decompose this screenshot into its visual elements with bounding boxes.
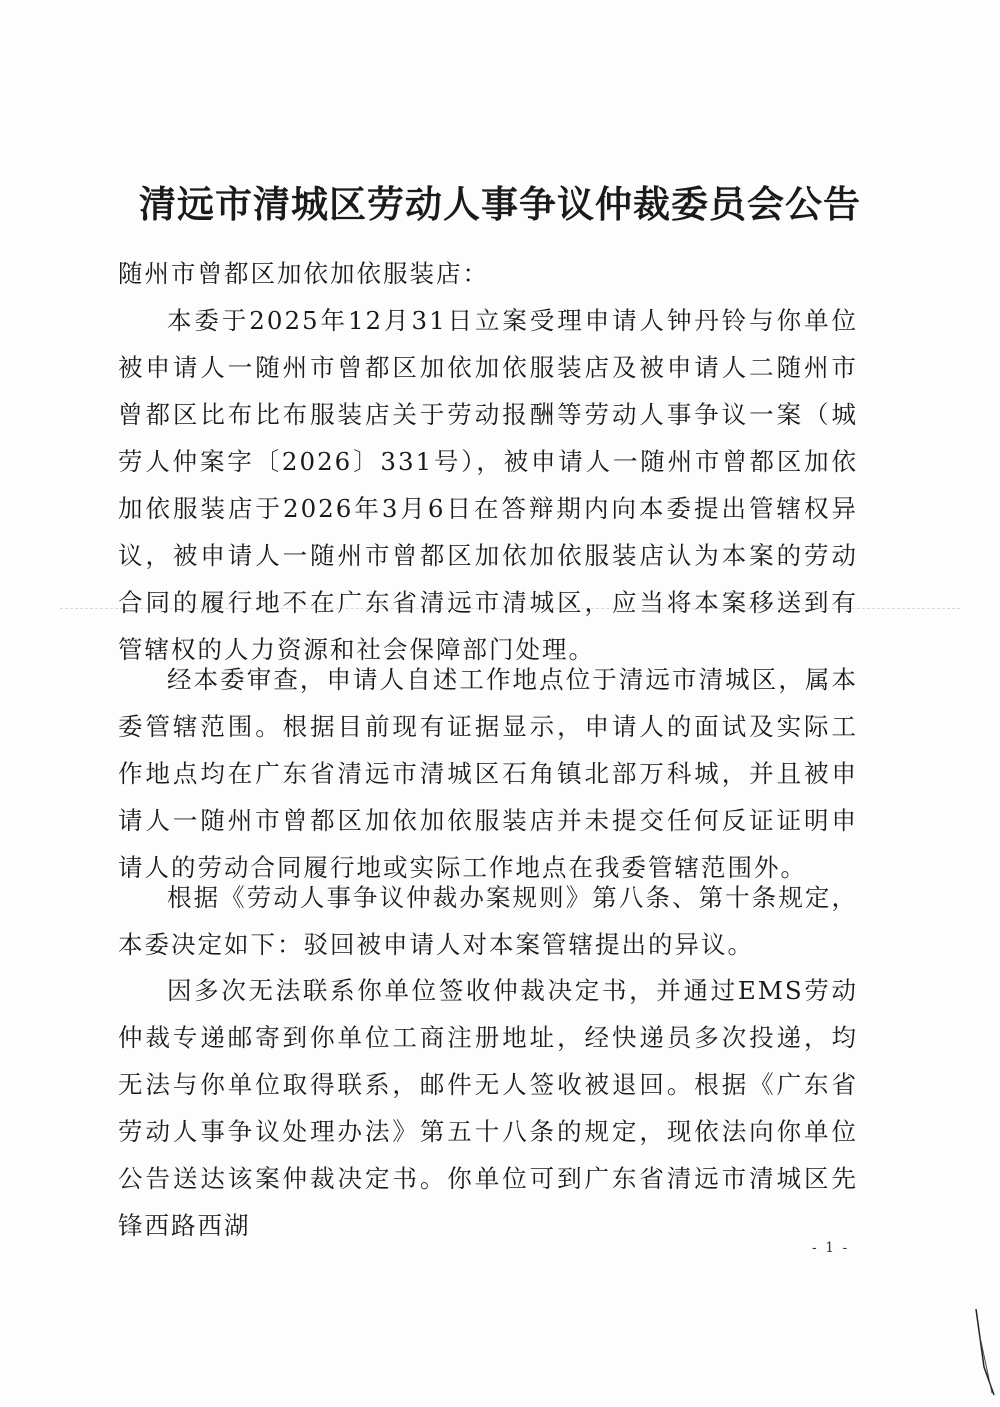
addressee: 随州市曾都区加依加依服装店： — [118, 259, 489, 288]
page-number: - 1 - — [812, 1240, 850, 1256]
scan-edge-mark — [956, 1307, 996, 1397]
paragraph-3: 根据《劳动人事争议仲裁办案规则》第八条、第十条规定，本委决定如下：驳回被申请人对本案管辖提出的异议。 — [118, 883, 858, 959]
paragraph-4: 因多次无法联系你单位签收仲裁决定书，并通过EMS劳动仲裁专递邮寄到你单位工商注册地址，经快递员多次投递，均无法与你单位取得联系，邮件无人签收被退回。根据《广东省劳动人事争议处理办法》第五十八条的规定，现依法向你单位公告送达该案仲裁决定书。你单位可到广东省清远市清城区先锋西路西湖 — [118, 976, 858, 1240]
document-title: 清远市清城区劳动人事争议仲裁委员会公告 — [139, 182, 861, 226]
paragraph-2: 经本委审查，申请人自述工作地点位于清远市清城区，属本委管辖范围。根据目前现有证据显示，申请人的面试及实际工作地点均在广东省清远市清城区石角镇北部万科城，并且被申请人一随州市曾都区加依加依服装店并未提交任何反证证明申请人的劳动合同履行地或实际工作地点在我委管辖范围外。 — [118, 665, 858, 882]
paragraph-1: 本委于2025年12月31日立案受理申请人钟丹铃与你单位被申请人一随州市曾都区加依加依服装店及被申请人二随州市曾都区比布比布服装店关于劳动报酬等劳动人事争议一案（城劳人仲案字〔2026〕331号），被申请人一随州市曾都区加依加依服装店于2026年3月6日在答辩期内向本委提出管辖权异议，被申请人一随州市曾都区加依加依服装店认为本案的劳动合同的履行地不在广东省清远市清城区，应当将本案移送到有管辖权的人力资源和社会保障部门处理。 — [118, 306, 858, 664]
